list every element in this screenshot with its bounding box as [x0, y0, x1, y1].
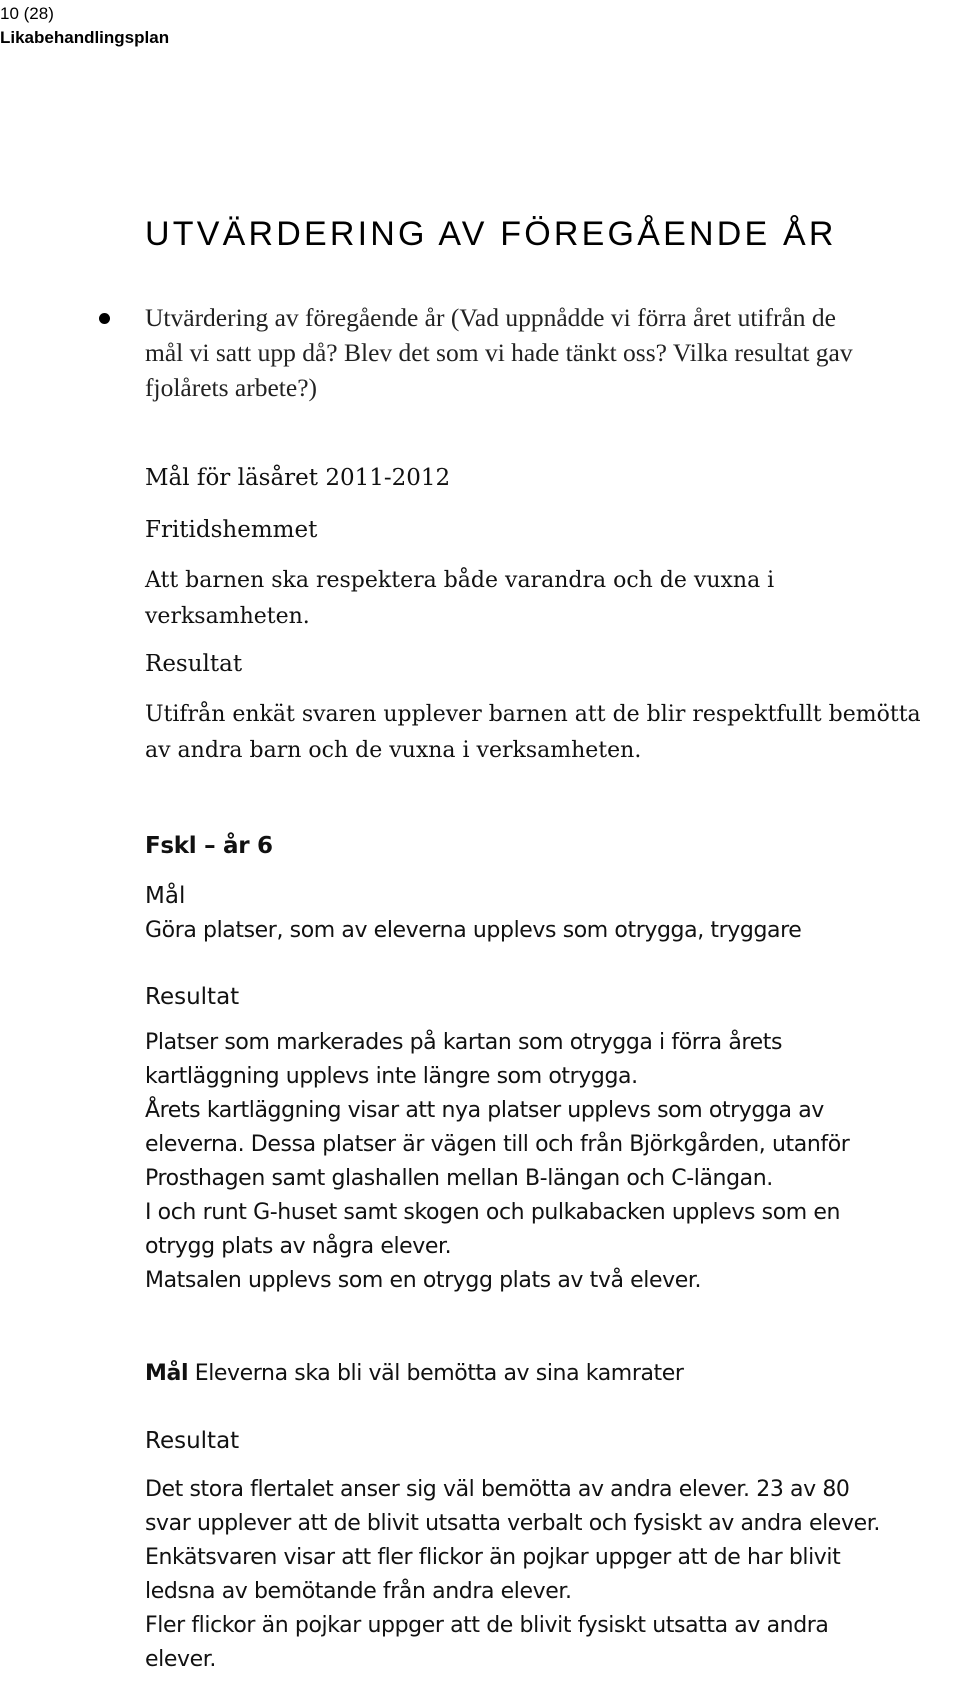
result-text — [145, 697, 960, 769]
result-line: Utifrån enkät svaren upplever barnen att de blir respektfullt bemötta — [145, 702, 921, 727]
intro-line: fjolårets arbete?) — [145, 373, 318, 402]
result-line: elever. — [145, 1647, 216, 1672]
unit-heading-fritidshemmet: Fritidshemmet — [145, 517, 318, 543]
result-label: Resultat — [145, 984, 240, 1010]
intro-line: Utvärdering av föregående år (Vad uppnådde vi förra året utifrån de — [145, 303, 837, 332]
goal-heading: Mål för läsåret 2011-2012 — [145, 465, 451, 491]
result-line: kartläggning upplevs inte längre som otrygga. — [145, 1064, 638, 1089]
document-title: Likabehandlingsplan — [0, 28, 170, 47]
result-line: I och runt G-huset samt skogen och pulkabacken upplevs som en — [145, 1200, 841, 1225]
page-header — [0, 2, 169, 50]
section-heading: UTVÄRDERING AV FÖREGÅENDE ÅR — [145, 215, 837, 253]
result-text — [145, 1473, 960, 1677]
result-line: av andra barn och de vuxna i verksamheten. — [145, 738, 642, 763]
goal-label: Mål — [145, 883, 186, 909]
result-line: Årets kartläggning visar att nya platser upplevs som otrygga av — [145, 1098, 824, 1123]
goal-line: verksamheten. — [145, 604, 310, 629]
goal-line: Att barnen ska respektera både varandra och de vuxna i — [145, 568, 775, 593]
result-line: Platser som markerades på kartan som otrygga i förra årets — [145, 1030, 783, 1055]
result-line: svar upplever att de blivit utsatta verbalt och fysiskt av andra elever. — [145, 1511, 880, 1536]
goal-text: Eleverna ska bli väl bemötta av sina kamrater — [194, 1361, 684, 1386]
result-line: Fler flickor än pojkar uppger att de blivit fysiskt utsatta av andra — [145, 1613, 829, 1638]
unit-heading-fskl: Fskl – år 6 — [145, 833, 273, 859]
page-number: 10 (28) — [0, 4, 54, 23]
goal-text — [145, 563, 960, 635]
result-label: Resultat — [145, 1428, 240, 1454]
goal-text: Göra platser, som av eleverna upplevs som otrygga, tryggare — [145, 918, 802, 943]
bullet-icon — [99, 313, 110, 324]
result-line: otrygg plats av några elever. — [145, 1234, 452, 1259]
result-line: ledsna av bemötande från andra elever. — [145, 1579, 572, 1604]
result-line: Det stora flertalet anser sig väl bemötta av andra elever. 23 av 80 — [145, 1477, 850, 1502]
result-line: eleverna. Dessa platser är vägen till och från Björkgården, utanför — [145, 1132, 850, 1157]
result-line: Prosthagen samt glashallen mellan B-längan och C-längan. — [145, 1166, 773, 1191]
result-line: Matsalen upplevs som en otrygg plats av två elever. — [145, 1268, 702, 1293]
result-text — [145, 1026, 960, 1298]
result-line: Enkätsvaren visar att fler flickor än pojkar uppger att de har blivit — [145, 1545, 841, 1570]
intro-paragraph — [145, 300, 945, 405]
intro-line: mål vi satt upp då? Blev det som vi hade tänkt oss? Vilka resultat gav — [145, 338, 853, 367]
goal-label: Mål — [145, 1361, 189, 1386]
result-label: Resultat — [145, 651, 243, 677]
goal-statement — [145, 1357, 960, 1391]
